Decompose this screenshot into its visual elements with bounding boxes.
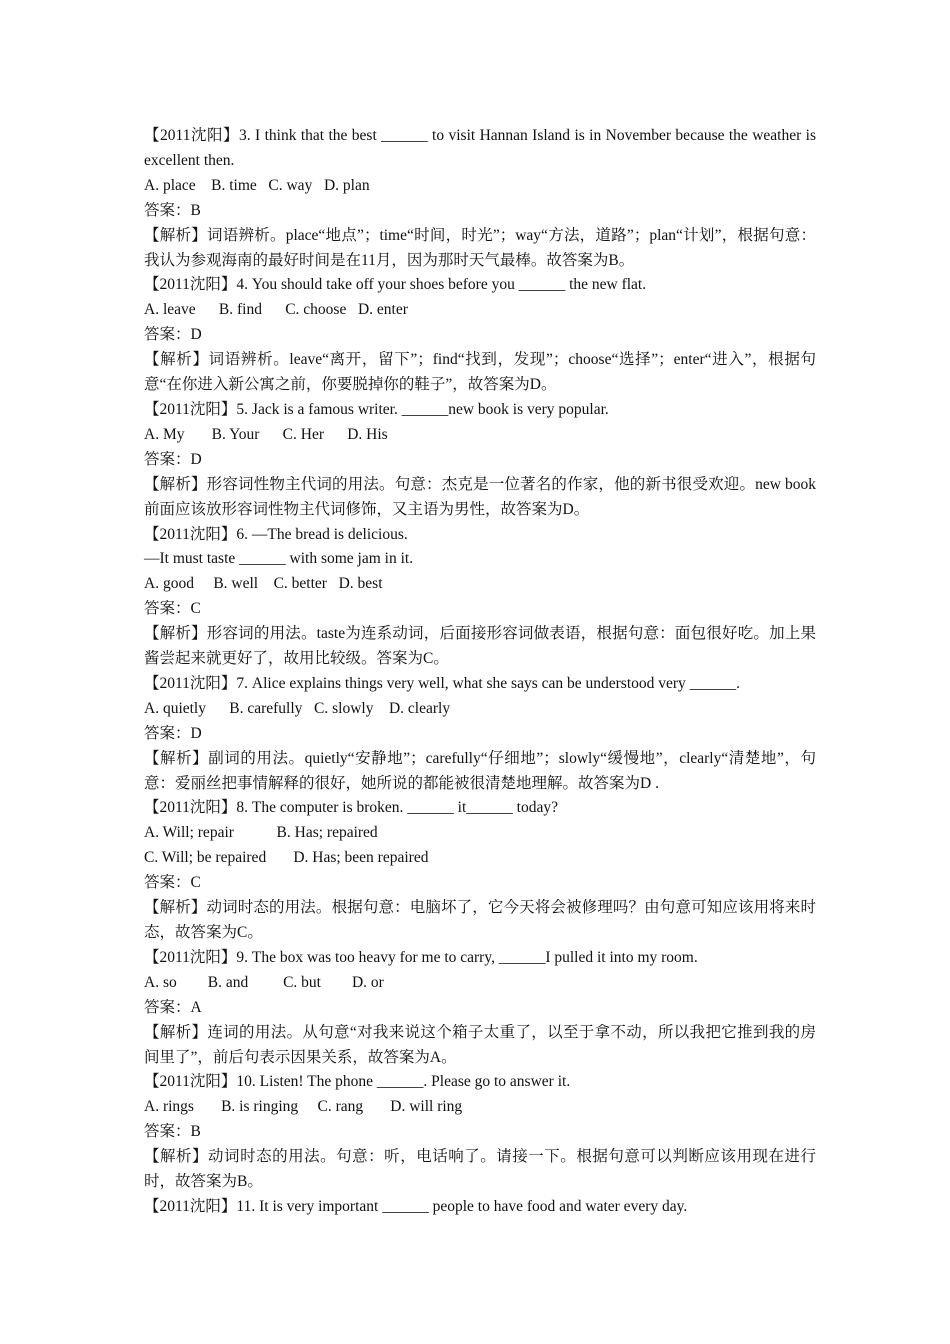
text-line: 【2011沈阳】3. I think that the best ______ to visit Hannan Island is in November because the weather is excellent then. xyxy=(144,127,816,169)
text-line: 【解析】动词时态的用法。根据句意：电脑坏了，它今天将会被修理吗？由句意可知应该用将来时态，故答案为C。 xyxy=(144,899,816,941)
text-line: 【解析】形容词性物主代词的用法。句意：杰克是一位著名的作家，他的新书很受欢迎。new book前面应该放形容词性物主代词修饰，又主语为男性，故答案为D。 xyxy=(144,475,816,518)
text-line: 【2011沈阳】5. Jack is a famous writer. ______new book is very popular. xyxy=(144,400,609,418)
text-line: 【2011沈阳】4. You should take off your shoes before you ______ the new flat. xyxy=(144,276,647,294)
text-line: A. My B. Your C. Her D. His xyxy=(144,425,388,443)
text-line: 答案：B xyxy=(144,1123,201,1141)
document-page xyxy=(144,124,816,1220)
text-line: A. Will; repair B. Has; repaired xyxy=(144,824,378,842)
text-line: 答案：D xyxy=(144,724,202,742)
text-line: 【解析】副词的用法。quietly“安静地”；carefully“仔细地”；slowly“缓慢地”，clearly“清楚地”，句意：爱丽丝把事情解释的很好，她所说的都能被很清楚地理解。故答案为D . xyxy=(144,749,816,792)
text-line: 【解析】词语辨析。place“地点”；time“时间，时光”；way“方法，道路”；plan“计划”，根据句意：我认为参观海南的最好时间是在11月，因为那时天气最棒。故答案为B。 xyxy=(144,226,816,269)
text-line: A. so B. and C. but D. or xyxy=(144,973,384,991)
text-line: 【2011沈阳】7. Alice explains things very well, what she says can be understood very ______. xyxy=(144,674,741,692)
text-line: 【解析】连词的用法。从句意“对我来说这个箱子太重了，以至于拿不动，所以我把它推到我的房间里了”，前后句表示因果关系，故答案为A。 xyxy=(144,1023,816,1066)
text-line: 答案：D xyxy=(144,326,202,344)
text-line: 【2011沈阳】10. Listen! The phone ______. Please go to answer it. xyxy=(144,1073,571,1091)
text-line: 【2011沈阳】6. —The bread is delicious. xyxy=(144,525,408,543)
text-line: 【2011沈阳】8. The computer is broken. ______ it______ today? xyxy=(144,799,558,817)
text-line: C. Will; be repaired D. Has; been repaired xyxy=(144,849,429,867)
text-line: 答案：A xyxy=(144,998,202,1016)
text-line: 答案：D xyxy=(144,450,202,468)
text-line: A. place B. time C. way D. plan xyxy=(144,176,370,194)
text-line: A. quietly B. carefully C. slowly D. clearly xyxy=(144,699,451,717)
text-line: 【2011沈阳】9. The box was too heavy for me to carry, ______I pulled it into my room. xyxy=(144,948,698,966)
text-line: 【解析】动词时态的用法。句意：听，电话响了。请接一下。根据句意可以判断应该用现在进行时，故答案为B。 xyxy=(144,1148,816,1191)
text-line: 答案：C xyxy=(144,600,201,618)
text-line: A. rings B. is ringing C. rang D. will ring xyxy=(144,1098,463,1116)
text-line: 【解析】词语辨析。leave“离开，留下”；find“找到，发现”；choose“选择”；enter“进入”，根据句意“在你进入新公寓之前，你要脱掉你的鞋子”，故答案为D。 xyxy=(144,351,816,394)
text-line: 答案：B xyxy=(144,201,201,219)
text-line: 【2011沈阳】11. It is very important ______ people to have food and water every day. xyxy=(144,1197,688,1215)
text-line: 答案：C xyxy=(144,874,201,892)
text-line: A. leave B. find C. choose D. enter xyxy=(144,301,408,319)
text-line: —It must taste ______ with some jam in it. xyxy=(144,550,414,568)
text-line: 【解析】形容词的用法。taste为连系动词，后面接形容词做表语，根据句意：面包很好吃。加上果酱尝起来就更好了，故用比较级。答案为C。 xyxy=(144,625,816,668)
text-line: A. good B. well C. better D. best xyxy=(144,575,383,593)
